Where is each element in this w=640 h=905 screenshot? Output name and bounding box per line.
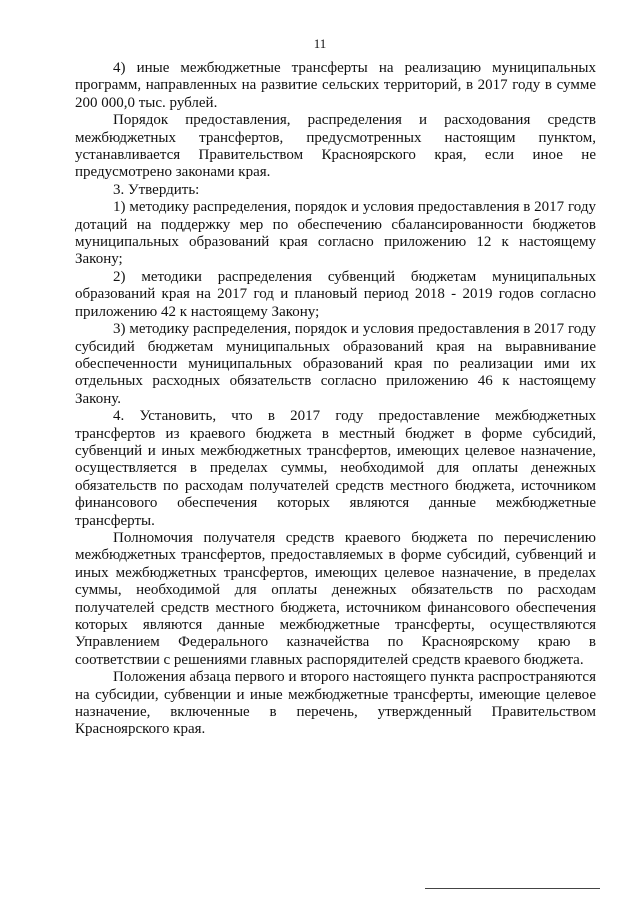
document-body <box>75 60 596 739</box>
paragraph-item-3-subsidies-method: 3) методику распределения, порядок и условия предоставления в 2017 году субсидий бюджетам муниципальных образований края на выравнивание обеспеченности муниципальных образований края по реализации ими их отдельных расходных обязательств согласно приложению 46 к настоящему Закону. <box>75 321 596 407</box>
page-number: 11 <box>313 36 327 51</box>
paragraph-provisions-scope: Положения абзаца первого и второго настоящего пункта распространяются на субсидии, субвенции и иные межбюджетные трансферты, имеющие целевое назначение, включенные в перечень, утвержденный Правительством Красноярского края. <box>75 669 596 738</box>
paragraph-item-2-subventions-method: 2) методики распределения субвенций бюджетам муниципальных образований края на 2017 год и плановый период 2018 - 2019 годов согласно приложению 42 к настоящему Закону; <box>75 268 596 320</box>
paragraph-section-3-approve: 3. Утвердить: <box>113 181 200 198</box>
paragraph-section-4-establish: 4. Установить, что в 2017 году предоставление межбюджетных трансфертов из краевого бюджета в местный бюджет в форме субсидий, субвенций и иных межбюджетных трансфертов, имеющих целевое назначение, осуществляется в пределах суммы, необходимой для оплаты денежных обязательств по расходам получателей средств местного бюджета, источником финансового обеспечения которых являются данные межбюджетные трансферты. <box>75 408 596 529</box>
paragraph-item-4-rural-transfers: 4) иные межбюджетные трансферты на реализацию муниципальных программ, направленных на развитие сельских территорий, в 2017 году в сумме 200 000,0 тыс. рублей. <box>75 60 596 111</box>
paragraph-recipient-authority: Полномочия получателя средств краевого бюджета по перечислению межбюджетных трансфертов, предоставляемых в форме субсидий, субвенций и иных межбюджетных трансфертов, имеющих целевое назначение, в пределах суммы, необходимой для оплаты денежных обязательств по расходам получателей средств местного бюджета, источником финансового обеспечения которых являются данные межбюджетные трансферты, осуществляются Управлением Федерального казначейства по Красноярскому краю в соответствии с решениями главных распорядителей средств краевого бюджета. <box>75 529 596 668</box>
paragraph-item-1-subsidies-method: 1) методику распределения, порядок и условия предоставления в 2017 году дотаций на поддержку мер по обеспечению сбалансированности бюджетов муниципальных образований края согласно приложению 12 к настоящему Закону; <box>75 199 596 268</box>
footer-divider <box>425 888 600 889</box>
paragraph-transfer-procedure: Порядок предоставления, распределения и расходования средств межбюджетных трансфертов, предусмотренных настоящим пунктом, устанавливается Правительством Красноярского края, если иное не предусмотрено законами края. <box>75 112 596 181</box>
